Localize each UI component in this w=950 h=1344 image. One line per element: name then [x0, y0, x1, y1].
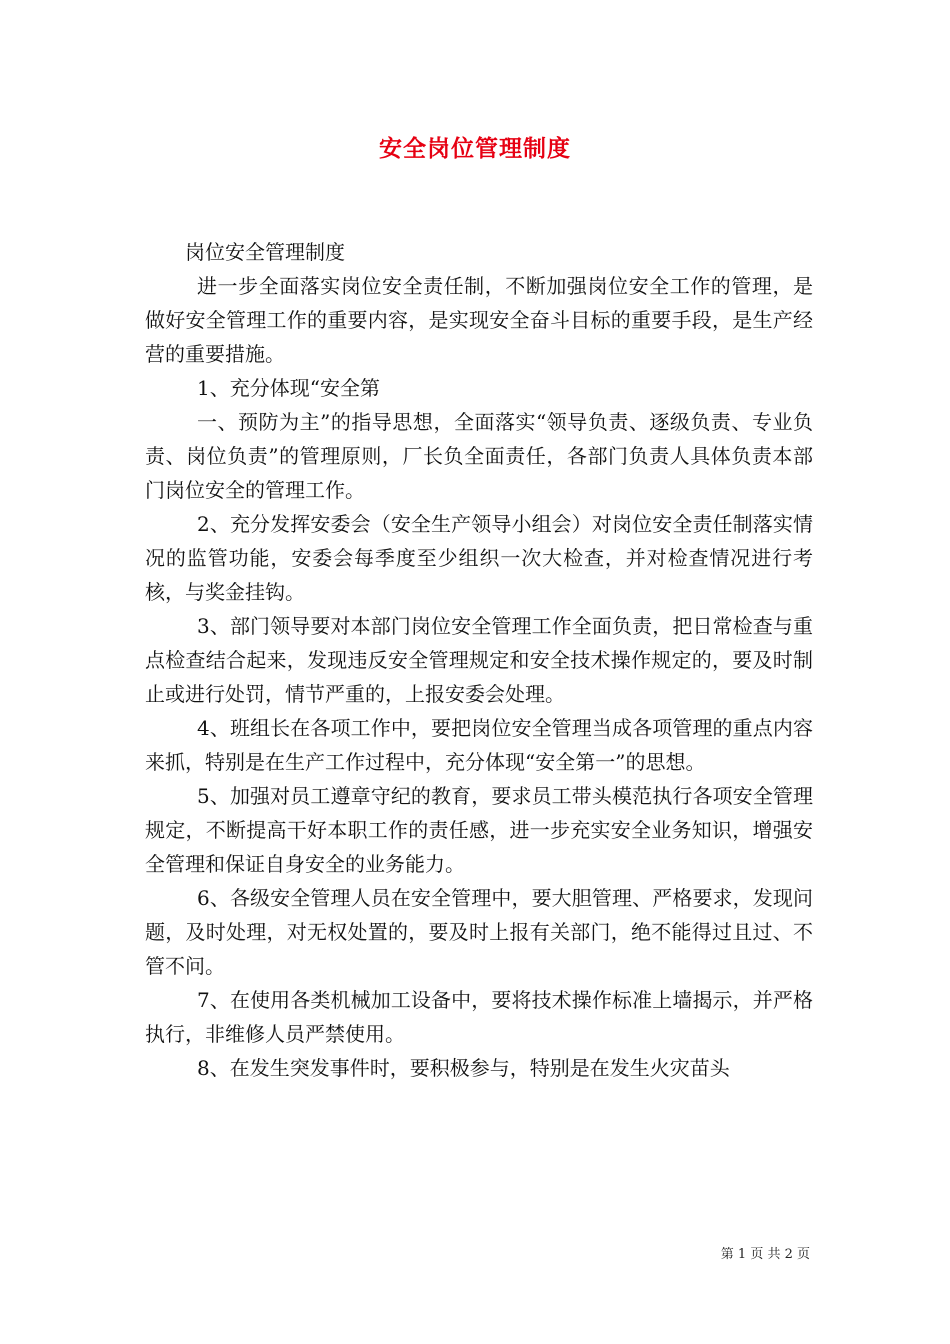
rule-1-paragraph: 1、充分体现“安全第 [197, 376, 380, 400]
section-heading: 岗位安全管理制度 [185, 240, 345, 264]
page-number-footer: 第 1 页 共 2 页 [720, 1247, 810, 1262]
intro-paragraph: 进一步全面落实岗位安全责任制，不断加强岗位安全工作的管理，是做好安全管理工作的重要内容，是实现安全奋斗目标的重要手段，是生产经营的重要措施。 [145, 274, 813, 366]
rule-5-paragraph: 5、加强对员工遵章守纪的教育，要求员工带头模范执行各项安全管理规定，不断提高干好本职工作的责任感，进一步充实安全业务知识，增强安全管理和保证自身安全的业务能力。 [145, 784, 813, 876]
rule-3-paragraph: 3、部门领导要对本部门岗位安全管理工作全面负责，把日常检查与重点检查结合起来，发现违反安全管理规定和安全技术操作规定的，要及时制止或进行处罚，情节严重的，上报安委会处理。 [145, 614, 813, 706]
rule-6-paragraph: 6、各级安全管理人员在安全管理中，要大胆管理、严格要求，发现问题，及时处理，对无权处置的，要及时上报有关部门，绝不能得过且过、不管不问。 [145, 886, 813, 978]
rule-4-paragraph: 4、班组长在各项工作中，要把岗位安全管理当成各项管理的重点内容来抓，特别是在生产工作过程中，充分体现“安全第一”的思想。 [145, 716, 813, 774]
rule-7-paragraph: 7、在使用各类机械加工设备中，要将技术操作标准上墙揭示，并严格执行，非维修人员严禁使用。 [145, 988, 813, 1046]
document-body [145, 235, 813, 1085]
rule-8-paragraph: 8、在发生突发事件时，要积极参与，特别是在发生火灾苗头 [197, 1056, 730, 1080]
rule-2-paragraph: 2、充分发挥安委会（安全生产领导小组会）对岗位安全责任制落实情况的监管功能，安委会每季度至少组织一次大检查，并对检查情况进行考核，与奖金挂钩。 [145, 512, 813, 604]
document-title: 安全岗位管理制度 [379, 135, 571, 162]
rule-1-continuation-paragraph: 一、预防为主”的指导思想，全面落实“领导负责、逐级负责、专业负责、岗位负责”的管理原则，厂长负全面责任，各部门负责人具体负责本部门岗位安全的管理工作。 [145, 410, 813, 502]
